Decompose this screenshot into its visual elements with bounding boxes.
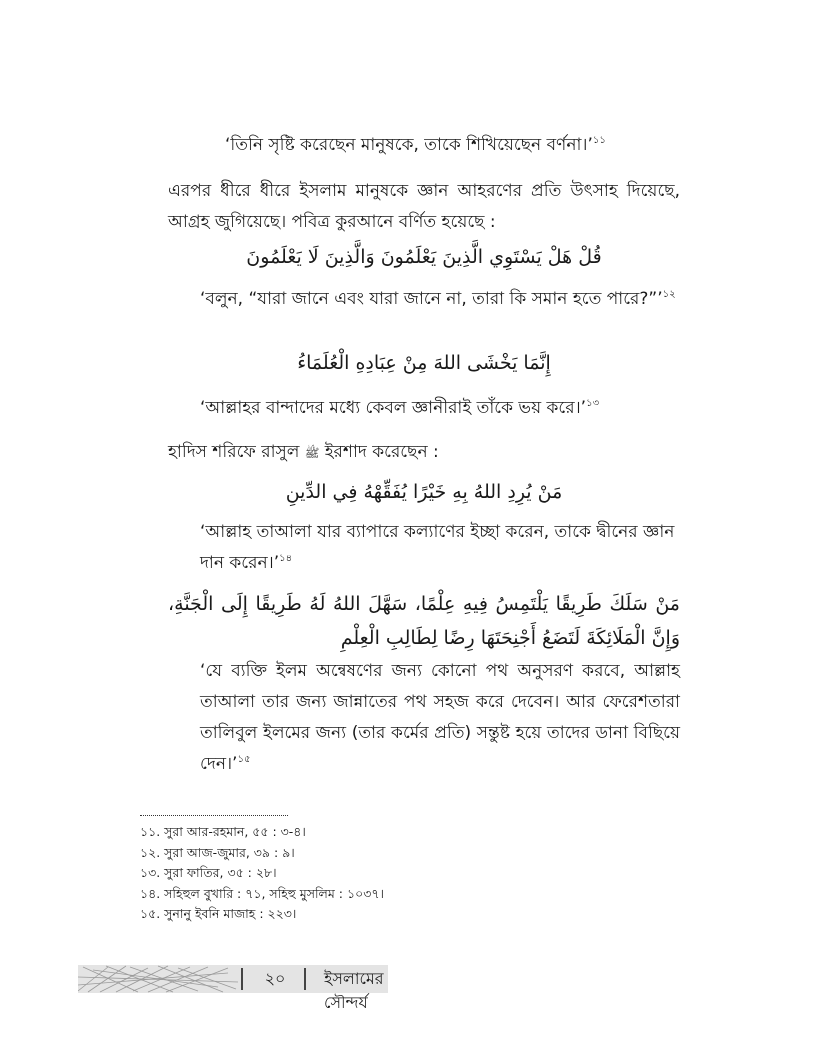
quote-4-text: ‘আল্লাহ তাআলা যার ব্যাপারে কল্যাণের ইচ্ছা করেন, তাকে দ্বীনের জ্ঞান দান করেন।’: [200, 522, 675, 573]
footnote-ref-15: ১৫: [237, 754, 251, 765]
quote-3-text: ‘আল্লাহর বান্দাদের মধ্যে কেবল জ্ঞানীরাই তাঁকে ভয় করে।’: [200, 398, 587, 418]
paragraph-2-before: হাদিস শরিফে রাসুল: [168, 442, 300, 462]
paragraph-2: [168, 437, 680, 469]
quote-3: [200, 393, 680, 424]
page-number: ২০: [264, 969, 286, 988]
arabic-verse-2: إِنَّمَا يَخْشَى اللهَ مِنْ عِبَادِهِ الْعُلَمَاءُ: [297, 352, 551, 374]
footnote-12: ১২. সুরা আজ-জুমার, ৩৯ : ৯।: [140, 844, 295, 860]
quote-2: [200, 284, 680, 315]
footnote-ref-13: ১৩: [586, 398, 600, 409]
footnote-15: ১৫. সুনানু ইবনি মাজাহ : ২২৩।: [140, 906, 297, 921]
footnote-ref-14: ১৪: [279, 553, 293, 564]
quote-1: [225, 130, 645, 161]
footnote-ref-11: ১১: [592, 135, 606, 146]
arabic-hadith-2: مَنْ سَلَكَ طَرِيقًا يَلْتَمِسُ فِيهِ عِلْمًا، سَهَّلَ اللهُ لَهُ طَرِيقًا إِلَى الْجَنَّةِ، وَإِنَّ الْمَلَائِكَةَ لَتَضَعُ أَجْنِحَتَهَا رِضًا لِطَالِبِ الْعِلْمِ: [168, 593, 680, 649]
arabic-hadith-1: مَنْ يُرِدِ اللهُ بِهِ خَيْرًا يُفَقِّهْهُ فِي الدِّينِ: [285, 481, 563, 503]
footer-divider-right: [304, 968, 306, 990]
quote-5: [200, 656, 680, 780]
quote-2-text: ‘বলুন, “যারা জানে এবং যারা জানে না, তারা কি সমান হতে পারে?”’: [200, 289, 663, 309]
decorative-hatch-pattern: [78, 965, 238, 993]
salawat-icon: ﷺ: [304, 446, 320, 460]
footer-divider-left: [241, 968, 243, 990]
page-footer: [78, 965, 388, 1012]
footnote-11: ১১. সুরা আর-রহমান, ৫৫ : ৩-৪।: [140, 824, 306, 839]
book-title: ইসলামের সৌন্দর্য: [324, 969, 384, 1012]
footnote-14: ১৪. সহিহুল বুখারি : ৭১, সহিহু মুসলিম : ১০৩৭।: [140, 885, 384, 901]
footnotes: [140, 822, 660, 925]
quote-1-text: ‘তিনি সৃষ্টি করেছেন মানুষকে, তাকে শিখিয়েছেন বর্ণনা।’: [225, 135, 593, 155]
quote-4: [200, 517, 680, 579]
footnote-ref-12: ১২: [662, 289, 676, 300]
paragraph-1: এরপর ধীরে ধীরে ইসলাম মানুষকে জ্ঞান আহরণের প্রতি উৎসাহ দিয়েছে, আগ্রহ জুগিয়েছে। পবিত্র কুরআনে বর্ণিত হয়েছে :: [168, 181, 680, 232]
paragraph-2-after: ইরশাদ করেছেন :: [324, 442, 439, 462]
arabic-verse-1: قُلْ هَلْ يَسْتَوِي الَّذِينَ يَعْلَمُونَ وَالَّذِينَ لَا يَعْلَمُونَ: [246, 246, 602, 268]
footnote-separator: [140, 815, 288, 816]
quote-5-text: ‘যে ব্যক্তি ইলম অন্বেষণের জন্য কোনো পথ অনুসরণ করবে, আল্লাহ তাআলা তার জন্য জান্নাতের পথ সহজ করে দেবেন। আর ফেরেশতারা তালিবুল ইলমের জন্য (তার কর্মের প্রতি) সন্তুষ্ট হয়ে তাদের ডানা বিছিয়ে দেন।’: [200, 661, 680, 774]
footnote-13: ১৩. সুরা ফাতির, ৩৫ : ২৮।: [140, 865, 277, 880]
